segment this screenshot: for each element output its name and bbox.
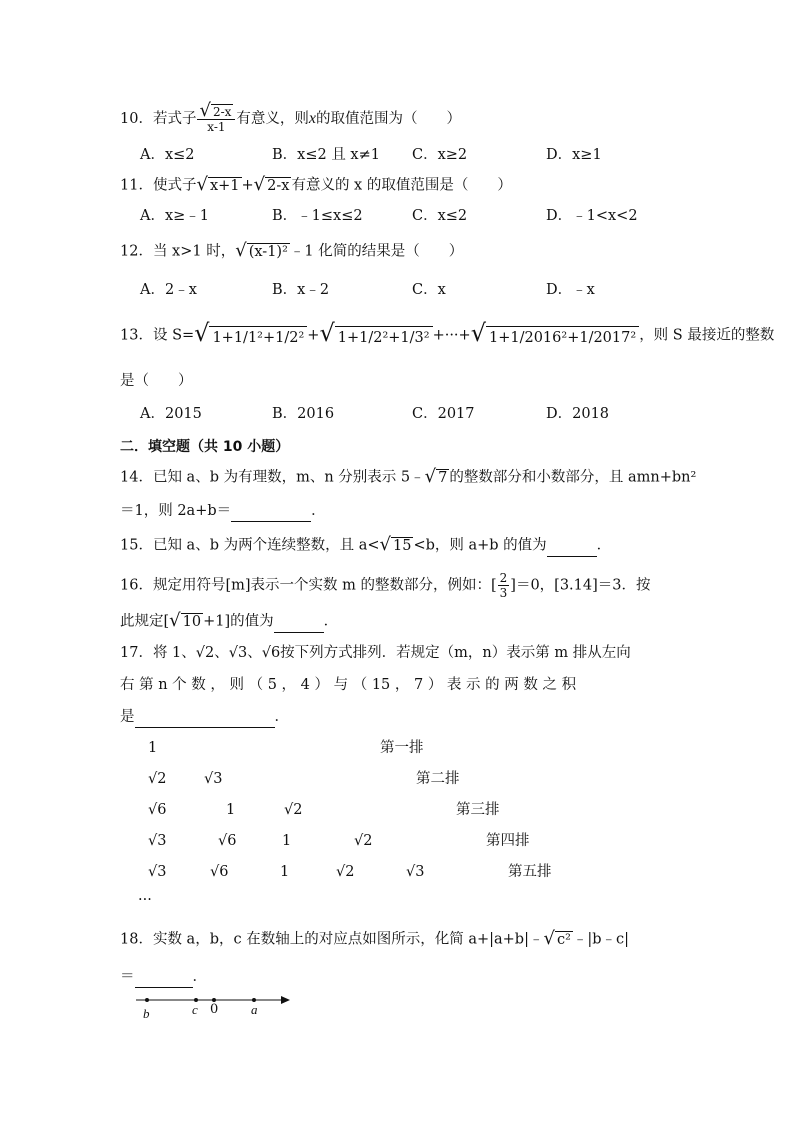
q10-option-b: B．x≤2 且 x≠1 [272,147,380,163]
q11-option-d: D．﹣1<x<2 [546,208,638,224]
q13-option-a: A．2015 [140,406,202,422]
q10-option-c: C．x≥2 [412,147,468,163]
q17-row2-cell: √2 [148,771,167,787]
q17-ellipsis: ··· [138,892,152,908]
q17-stem: 17．将 1、√2、√3、√6按下列方式排列．若规定（m，n）表示第 m 排从左向 [120,645,631,661]
q11-option-a: A．x≥﹣1 [140,208,210,224]
q14-stem: 14．已知 a、b 为有理数，m、n 分别表示 5﹣√ 7 的整数部分和小数部分，且 amn+bn² [120,466,697,487]
q14-answer-blank[interactable] [231,521,311,522]
q12-option-d: D．﹣x [546,282,595,298]
q13-stem-line2: 是（ ） [120,373,193,389]
q12-stem: 12．当 x>1 时，√ (x-1)² ﹣1 化简的结果是（ ） [120,240,464,261]
axis-label-c: c [192,1002,198,1017]
q10-fraction: $\frac{√ 2-x}{x-1}$ [197,104,235,134]
q17-row3-cell: √2 [284,802,303,818]
q17-row4-cell: 1 [282,833,292,849]
q17-row3-cell: 1 [226,802,236,818]
q17-stem-line2: 右 第 n 个 数 ， 则 （ 5 ， 4 ） 与 （ 15 ， 7 ） 表 示 的 两 数 之 积 [120,677,577,693]
q17-row2-label: 第二排 [416,771,460,787]
q17-row1-label: 第一排 [380,740,424,756]
q13-option-c: C．2017 [412,406,475,422]
axis-label-b: b [143,1006,150,1021]
q17-row5-label: 第五排 [508,864,552,880]
q11-option-b: B．﹣1≤x≤2 [272,208,363,224]
q17-row4-cell: √2 [354,833,373,849]
q11-stem: 11．使式子√ x+1 +√ 2-x 有意义的 x 的取值范围是（ ） [120,174,512,195]
axis-label-a: a [251,1002,258,1017]
q17-row5-cell: √2 [336,864,355,880]
q17-row1-cell: 1 [148,740,158,756]
q18-answer-blank[interactable] [135,987,193,988]
q11-option-c: C．x≤2 [412,208,468,224]
q16-stem-line2: 此规定[√ 10 +1]的值为 ． [120,610,339,631]
q17-row5-cell: √3 [406,864,425,880]
q17-row4-cell: √6 [218,833,237,849]
axis-label-zero: 0 [210,1002,219,1017]
q13-option-d: D．2018 [546,406,610,422]
q12-option-a: A．2﹣x [140,282,197,298]
q12-option-c: C．x [412,282,446,298]
q10-stem: 10．若式子 $\frac{√ 2-x}{x-1}$ 有意义，则x的取值范围为（ ） [120,100,462,134]
q17-row3-label: 第三排 [456,802,500,818]
q17-row4-cell: √3 [148,833,167,849]
q16-answer-blank[interactable] [274,632,324,633]
q13-option-b: B．2016 [272,406,335,422]
q17-row5-cell: √3 [148,864,167,880]
q13-stem: 13．设 S=√ 1+1/1²+1/2² +√ 1+1/2²+1/3² +···+√ 1+1/2016²+1/2017² ，则 S 最接近的整数 [120,319,775,347]
q10-option-d: D．x≥1 [546,147,602,163]
q14-stem-line2: ＝1，则 2a+b＝ ． [120,500,326,522]
q16-stem: 16．规定用符号[m]表示一个实数 m 的整数部分，例如：[ $\frac{2}{3}$ ]＝0，[3.14]＝3．按 [120,571,651,600]
q12-option-b: B．x﹣2 [272,282,330,298]
q17-row2-cell: √3 [204,771,223,787]
q18-stem-line2: ＝ ． [120,966,207,988]
number-line-arrow [281,996,290,1004]
q17-row4-label: 第四排 [486,833,530,849]
q17-row5-cell: 1 [280,864,290,880]
section-heading-fill-in: 二．填空题（共 10 小题） [120,439,290,455]
q17-stem-line3: 是 ． [120,706,289,728]
point-b [145,998,149,1002]
q18-stem: 18．实数 a，b，c 在数轴上的对应点如图所示，化简 a+|a+b|﹣√ c² ﹣|b﹣c| [120,928,630,949]
q17-row5-cell: √6 [210,864,229,880]
q17-answer-blank[interactable] [135,727,275,728]
q15-answer-blank[interactable] [547,556,597,557]
q17-row3-cell: √6 [148,802,167,818]
q10-option-a: A．x≤2 [140,147,195,163]
q15-stem: 15．已知 a、b 为两个连续整数，且 a<√ 15 <b，则 a+b 的值为 ． [120,534,612,555]
